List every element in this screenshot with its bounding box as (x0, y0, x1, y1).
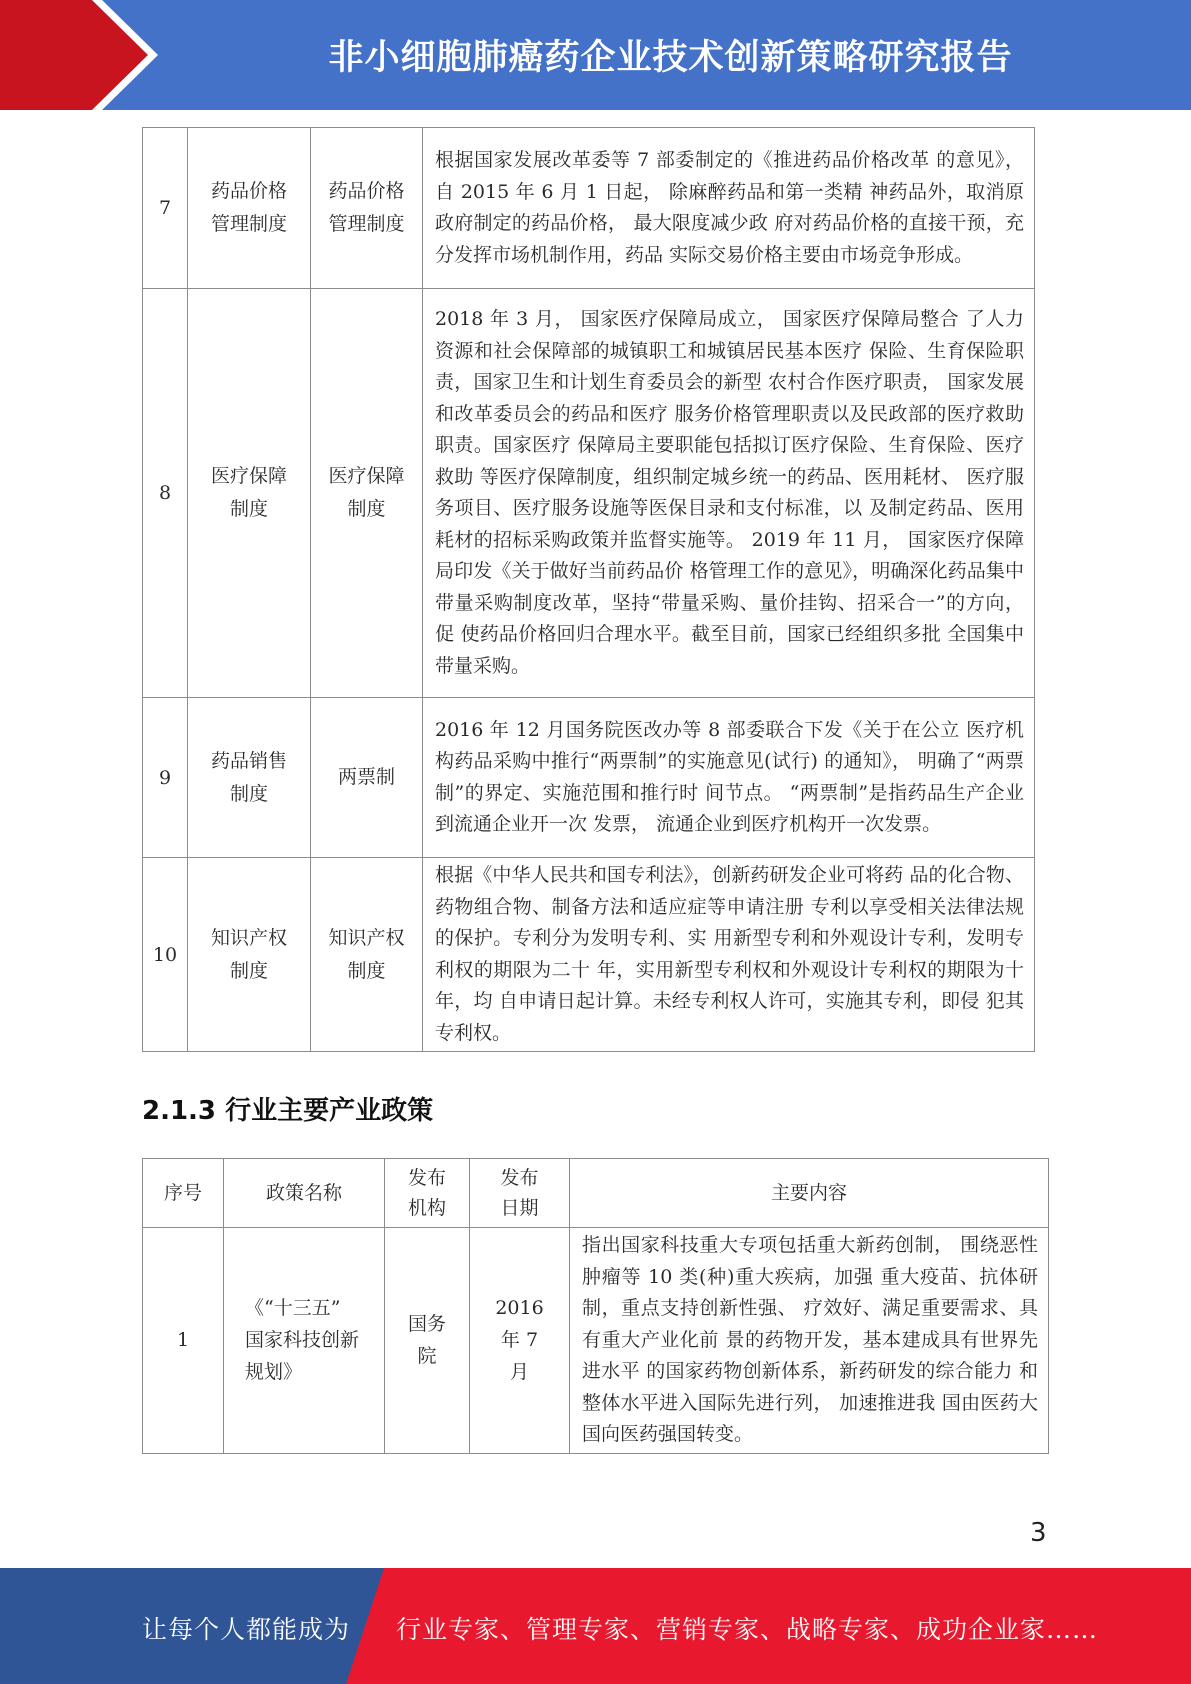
policy-name: 《“十三五” 国家科技创新 规划》 (224, 1228, 385, 1454)
page-number: 3 (1030, 1518, 1047, 1548)
header-chevron-decoration (0, 0, 160, 110)
policy-content: 指出国家科技重大专项包括重大新药创制， 围绕恶性肿瘤等 10 类(种)重大疾病，加强 重大疫苗、抗体研制，重点支持创新性强、 疗效好、满足重要需求、具有重大产业化前 景的药物开发，基本建成具有世界先进水平 的国家药物创新体系，新药研发的综合能力 和整体水平进入国际先进行列， 加速推进我 国由医药大国向医药强国转变。 (570, 1228, 1049, 1454)
report-title: 非小细胞肺癌药企业技术创新策略研究报告 (328, 38, 1013, 78)
regulation-content: 根据国家发展改革委等 7 部委制定的《推进药品价格改革 的意见》， 自 2015 年 6 月 1 日起， 除麻醉药品和第一类精 神药品外，取消原政府制定的药品价格， 最大限度减少政 府对药品价格的直接干预，充分发挥市场机制作用，药品 实际交易价格主要由市场竞争形成。 (423, 128, 1035, 289)
regulation-category: 知识产权制度 (188, 858, 311, 1052)
regulation-category: 药品价格管理制度 (188, 128, 311, 289)
row-number: 7 (143, 128, 188, 289)
section-heading: 2.1.3 行业主要产业政策 (142, 1096, 434, 1126)
policy-org: 国务院 (385, 1228, 470, 1454)
footer-slogan-right: 行业专家、管理专家、营销专家、战略专家、成功企业家…… (396, 1615, 1099, 1644)
row-number: 8 (143, 289, 188, 698)
row-number: 9 (143, 698, 188, 858)
regulation-category: 医疗保障制度 (188, 289, 311, 698)
regulation-name: 两票制 (311, 698, 423, 858)
regulation-content: 根据《中华人民共和国专利法》，创新药研发企业可将药 品的化合物、药物组合物、制备方法和适应症等申请注册 专利以享受相关法律法规的保护。专利分为发明专利、实 用新型专利和外观设计专利，发明专利权的期限为二十 年，实用新型专利权和外观设计专利权的期限为十年，均 自申请日起计算。未经专利权人许可，实施其专利，即侵 犯其专利权。 (423, 858, 1035, 1052)
regulation-category: 药品销售制度 (188, 698, 311, 858)
table-row (143, 1228, 1049, 1454)
regulation-name: 医疗保障制度 (311, 289, 423, 698)
policy-number: 1 (143, 1228, 224, 1454)
header-num: 序号 (143, 1159, 224, 1228)
table-row (143, 858, 1035, 1052)
page-header (0, 0, 1191, 110)
table-row (143, 128, 1035, 289)
header-content: 主要内容 (570, 1159, 1049, 1228)
regulations-table (142, 127, 1035, 1052)
header-org: 发布机构 (385, 1159, 470, 1228)
table-row (143, 289, 1035, 698)
policy-table (142, 1158, 1049, 1454)
regulation-content: 2018 年 3 月， 国家医疗保障局成立， 国家医疗保障局整合 了人力资源和社会保障部的城镇职工和城镇居民基本医疗 保险、生育保险职责，国家卫生和计划生育委员会的新型 农村合作医疗职责， 国家发展和改革委员会的药品和医疗 服务价格管理职责以及民政部的医疗救助职责。国家医疗 保障局主要职能包括拟订医疗保险、生育保险、医疗救助 等医疗保障制度，组织制定城乡统一的药品、医用耗材、 医疗服务项目、医疗服务设施等医保目录和支付标准，以 及制定药品、医用耗材的招标采购政策并监督实施等。 2019 年 11 月， 国家医疗保障局印发《关于做好当前药品价 格管理工作的意见》，明确深化药品集中带量采购制度改革，坚持“带量采购、量价挂钩、招采合一”的方向，促 使药品价格回归合理水平。截至目前，国家已经组织多批 全国集中带量采购。 (423, 289, 1035, 698)
regulation-name: 知识产权制度 (311, 858, 423, 1052)
regulation-name: 药品价格管理制度 (311, 128, 423, 289)
policy-date: 2016 年 7 月 (470, 1228, 570, 1454)
table-header-row (143, 1159, 1049, 1228)
footer-slogan-left: 让每个人都能成为 (142, 1615, 351, 1644)
table-row (143, 698, 1035, 858)
row-number: 10 (143, 858, 188, 1052)
regulation-content: 2016 年 12 月国务院医改办等 8 部委联合下发《关于在公立 医疗机构药品采购中推行“两票制”的实施意见(试行) 的通知》， 明确了“两票制”的界定、实施范围和推行时 间节点。 “两票制”是指药品生产企业到流通企业开一次 发票， 流通企业到医疗机构开一次发票。 (423, 698, 1035, 858)
header-policy: 政策名称 (224, 1159, 385, 1228)
header-date: 发布日期 (470, 1159, 570, 1228)
page-footer (0, 1568, 1191, 1684)
